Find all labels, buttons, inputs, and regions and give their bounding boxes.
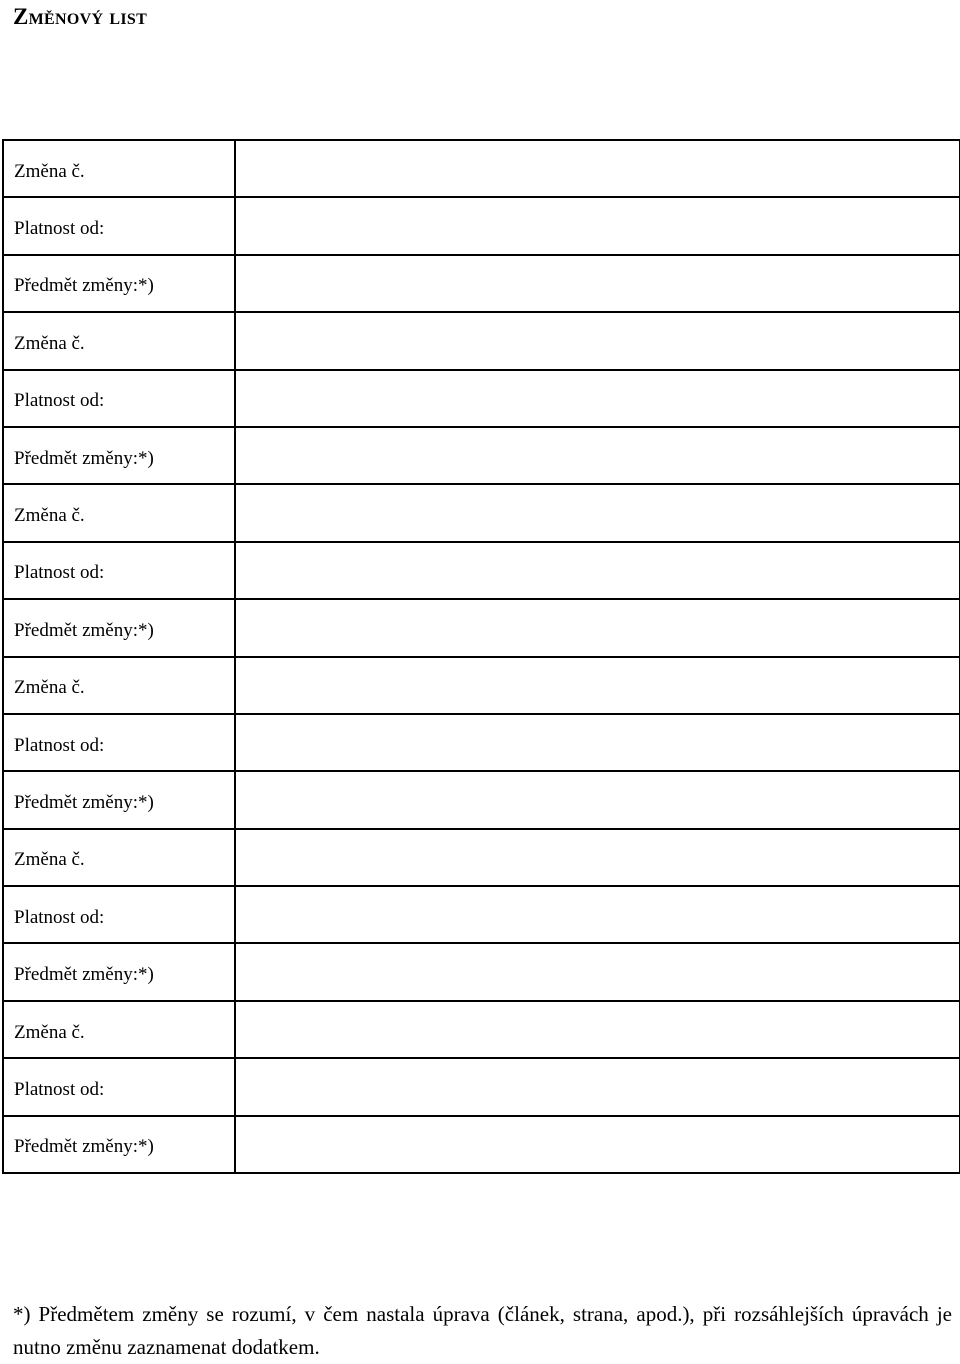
value-field[interactable] <box>235 714 960 771</box>
value-field[interactable] <box>235 255 960 312</box>
value-field[interactable] <box>235 427 960 484</box>
row-label: Platnost od: <box>3 714 235 771</box>
value-field[interactable] <box>235 1116 960 1173</box>
table-row <box>3 771 960 828</box>
row-label: Předmět změny:*) <box>3 255 235 312</box>
table-row <box>3 197 960 254</box>
row-label: Změna č. <box>3 829 235 886</box>
row-label: Platnost od: <box>3 370 235 427</box>
table-row <box>3 140 960 197</box>
value-field[interactable] <box>235 312 960 369</box>
table-body <box>3 140 960 1173</box>
row-label: Předmět změny:*) <box>3 1116 235 1173</box>
row-label: Změna č. <box>3 1001 235 1058</box>
row-label: Předmět změny:*) <box>3 943 235 1000</box>
page-title: Změnový list <box>13 4 148 29</box>
value-field[interactable] <box>235 599 960 656</box>
value-field[interactable] <box>235 886 960 943</box>
table-row <box>3 886 960 943</box>
change-record-table <box>2 139 960 1174</box>
table-row <box>3 255 960 312</box>
row-label: Změna č. <box>3 312 235 369</box>
value-field[interactable] <box>235 197 960 254</box>
table-row <box>3 714 960 771</box>
row-label: Platnost od: <box>3 197 235 254</box>
row-label: Předmět změny:*) <box>3 599 235 656</box>
value-field[interactable] <box>235 771 960 828</box>
table-row <box>3 427 960 484</box>
value-field[interactable] <box>235 542 960 599</box>
table-row <box>3 542 960 599</box>
table-row <box>3 1116 960 1173</box>
value-field[interactable] <box>235 657 960 714</box>
table-row <box>3 1001 960 1058</box>
table-row <box>3 370 960 427</box>
value-field[interactable] <box>235 943 960 1000</box>
value-field[interactable] <box>235 1058 960 1115</box>
value-field[interactable] <box>235 140 960 197</box>
table-row <box>3 1058 960 1115</box>
table-row <box>3 657 960 714</box>
value-field[interactable] <box>235 370 960 427</box>
row-label: Platnost od: <box>3 886 235 943</box>
table-row <box>3 312 960 369</box>
row-label: Předmět změny:*) <box>3 427 235 484</box>
table-row <box>3 943 960 1000</box>
row-label: Platnost od: <box>3 542 235 599</box>
table-row <box>3 829 960 886</box>
value-field[interactable] <box>235 829 960 886</box>
row-label: Změna č. <box>3 140 235 197</box>
row-label: Předmět změny:*) <box>3 771 235 828</box>
row-label: Platnost od: <box>3 1058 235 1115</box>
row-label: Změna č. <box>3 484 235 541</box>
row-label: Změna č. <box>3 657 235 714</box>
table-row <box>3 484 960 541</box>
value-field[interactable] <box>235 1001 960 1058</box>
table-row <box>3 599 960 656</box>
value-field[interactable] <box>235 484 960 541</box>
footnote: *) Předmětem změny se rozumí, v čem nastala úprava (článek, strana, apod.), při rozsáhlejších úpravách je nutno změnu zaznamenat dodatkem. <box>13 1302 952 1359</box>
